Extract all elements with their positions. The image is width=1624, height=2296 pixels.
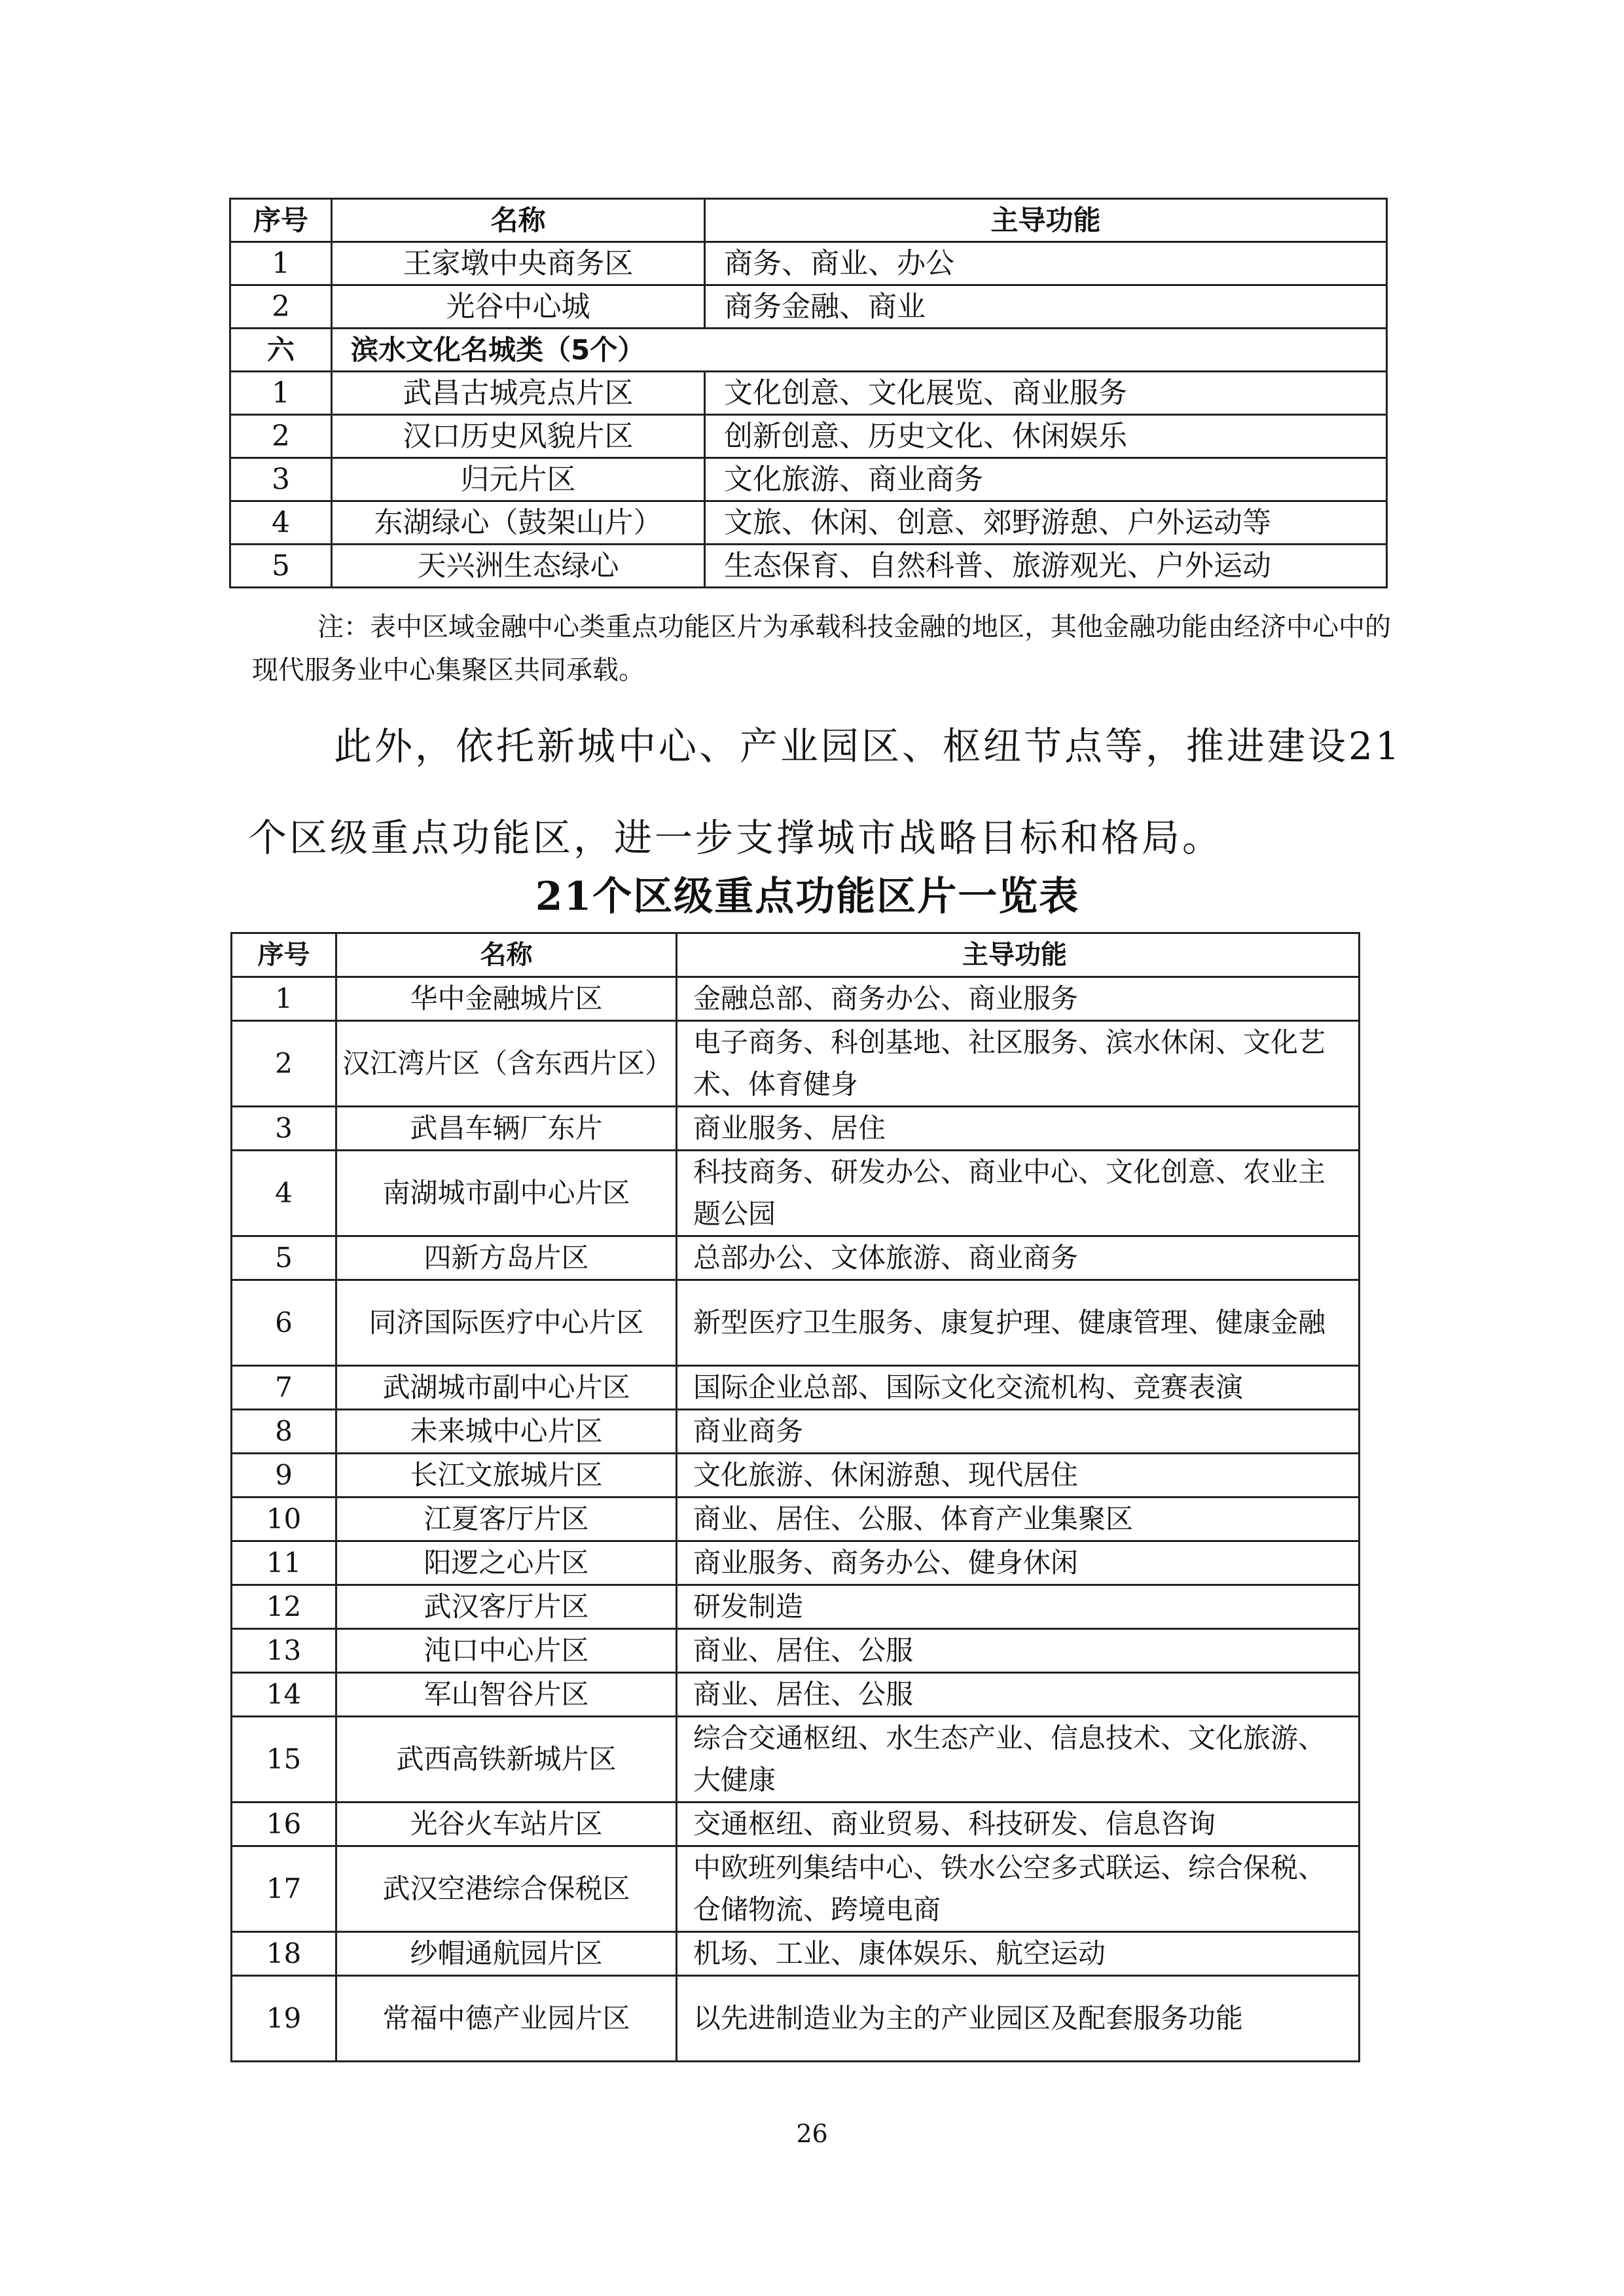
table-row bbox=[232, 1366, 1360, 1410]
row-serial: 19 bbox=[232, 1976, 336, 2062]
row-function: 综合交通枢纽、水生态产业、信息技术、文化旅游、大健康 bbox=[677, 1717, 1360, 1803]
row-serial: 14 bbox=[232, 1673, 336, 1717]
table-row bbox=[230, 242, 1387, 285]
table-row bbox=[230, 458, 1387, 501]
category-row bbox=[230, 329, 1387, 372]
row-function: 文化旅游、休闲游憩、现代居住 bbox=[677, 1454, 1360, 1498]
table-row bbox=[230, 285, 1387, 329]
functional-zone-table-1 bbox=[229, 198, 1388, 588]
table-row bbox=[232, 1932, 1360, 1976]
row-function: 国际企业总部、国际文化交流机构、竞赛表演 bbox=[677, 1366, 1360, 1410]
table2-title: 21个区级重点功能区片一览表 bbox=[535, 874, 1080, 920]
row-function: 电子商务、科创基地、社区服务、滨水休闲、文化艺术、体育健身 bbox=[677, 1021, 1360, 1107]
table-row bbox=[230, 415, 1387, 458]
row-name: 纱帽通航园片区 bbox=[336, 1932, 677, 1976]
functional-zone-table-2 bbox=[230, 932, 1360, 2062]
row-function: 文化旅游、商业商务 bbox=[705, 458, 1387, 501]
row-name: 军山智谷片区 bbox=[336, 1673, 677, 1717]
header-function: 主导功能 bbox=[705, 199, 1387, 242]
row-function: 商业服务、商务办公、健身休闲 bbox=[677, 1541, 1360, 1585]
row-serial: 10 bbox=[232, 1498, 336, 1541]
row-name: 归元片区 bbox=[332, 458, 705, 501]
row-serial: 13 bbox=[232, 1629, 336, 1673]
table-row bbox=[232, 1976, 1360, 2062]
row-function: 商业商务 bbox=[677, 1410, 1360, 1454]
row-name: 长江文旅城片区 bbox=[336, 1454, 677, 1498]
row-name: 天兴洲生态绿心 bbox=[332, 545, 705, 588]
row-name: 武昌古城亮点片区 bbox=[332, 372, 705, 415]
row-serial: 9 bbox=[232, 1454, 336, 1498]
table-row bbox=[232, 1717, 1360, 1803]
row-function: 以先进制造业为主的产业园区及配套服务功能 bbox=[677, 1976, 1360, 2062]
table-row bbox=[232, 1629, 1360, 1673]
row-serial: 8 bbox=[232, 1410, 336, 1454]
row-function: 机场、工业、康体娱乐、航空运动 bbox=[677, 1932, 1360, 1976]
row-serial: 4 bbox=[230, 501, 332, 545]
row-serial: 4 bbox=[232, 1151, 336, 1236]
row-serial: 12 bbox=[232, 1585, 336, 1629]
row-serial: 1 bbox=[232, 977, 336, 1021]
table-row bbox=[232, 1107, 1360, 1151]
body-paragraph: 此外，依托新城中心、产业园区、枢纽节点等，推进建设21个区级重点功能区，进一步支撑城市战略目标和格局。 bbox=[249, 724, 1402, 860]
row-name: 沌口中心片区 bbox=[336, 1629, 677, 1673]
table1-rows-b bbox=[230, 372, 1387, 588]
row-serial: 7 bbox=[232, 1366, 336, 1410]
row-serial: 6 bbox=[232, 1280, 336, 1366]
row-function: 创新创意、历史文化、休闲娱乐 bbox=[705, 415, 1387, 458]
row-name: 阳逻之心片区 bbox=[336, 1541, 677, 1585]
page-number: 26 bbox=[796, 2119, 828, 2148]
table-row bbox=[232, 1410, 1360, 1454]
row-function: 新型医疗卫生服务、康复护理、健康管理、健康金融 bbox=[677, 1280, 1360, 1366]
row-serial: 1 bbox=[230, 372, 332, 415]
row-function: 中欧班列集结中心、铁水公空多式联运、综合保税、仓储物流、跨境电商 bbox=[677, 1846, 1360, 1932]
row-name: 未来城中心片区 bbox=[336, 1410, 677, 1454]
table-row bbox=[230, 501, 1387, 545]
row-function: 科技商务、研发办公、商业中心、文化创意、农业主题公园 bbox=[677, 1151, 1360, 1236]
table-row bbox=[232, 1585, 1360, 1629]
header-serial: 序号 bbox=[232, 933, 336, 977]
row-name: 光谷中心城 bbox=[332, 285, 705, 329]
table2-rows bbox=[232, 977, 1360, 2062]
row-function: 商业、居住、公服 bbox=[677, 1629, 1360, 1673]
category-name: 滨水文化名城类（5个） bbox=[332, 329, 1387, 372]
row-serial: 3 bbox=[230, 458, 332, 501]
row-serial: 5 bbox=[232, 1236, 336, 1280]
row-name: 武湖城市副中心片区 bbox=[336, 1366, 677, 1410]
row-serial: 2 bbox=[232, 1021, 336, 1107]
table-row bbox=[232, 977, 1360, 1021]
table-row bbox=[232, 1803, 1360, 1846]
table-note: 注：表中区域金融中心类重点功能区片为承载科技金融的地区，其他金融功能由经济中心中的现代服务业中心集聚区共同承载。 bbox=[252, 612, 1391, 685]
table-header-row bbox=[232, 933, 1360, 977]
table-header-row bbox=[230, 199, 1387, 242]
row-function: 商务、商业、办公 bbox=[705, 242, 1387, 285]
row-function: 商业服务、居住 bbox=[677, 1107, 1360, 1151]
row-name: 常福中德产业园片区 bbox=[336, 1976, 677, 2062]
table-row bbox=[232, 1846, 1360, 1932]
table-row bbox=[232, 1236, 1360, 1280]
table-row bbox=[232, 1541, 1360, 1585]
header-name: 名称 bbox=[332, 199, 705, 242]
row-function: 总部办公、文体旅游、商业商务 bbox=[677, 1236, 1360, 1280]
header-serial: 序号 bbox=[230, 199, 332, 242]
row-function: 商务金融、商业 bbox=[705, 285, 1387, 329]
row-serial: 2 bbox=[230, 415, 332, 458]
row-serial: 1 bbox=[230, 242, 332, 285]
row-name: 王家墩中央商务区 bbox=[332, 242, 705, 285]
row-name: 江夏客厅片区 bbox=[336, 1498, 677, 1541]
table-row bbox=[230, 372, 1387, 415]
header-name: 名称 bbox=[336, 933, 677, 977]
row-function: 交通枢纽、商业贸易、科技研发、信息咨询 bbox=[677, 1803, 1360, 1846]
row-function: 商业、居住、公服 bbox=[677, 1673, 1360, 1717]
row-name: 四新方岛片区 bbox=[336, 1236, 677, 1280]
row-function: 生态保育、自然科普、旅游观光、户外运动 bbox=[705, 545, 1387, 588]
row-name: 武西高铁新城片区 bbox=[336, 1717, 677, 1803]
row-serial: 16 bbox=[232, 1803, 336, 1846]
row-serial: 5 bbox=[230, 545, 332, 588]
row-name: 武昌车辆厂东片 bbox=[336, 1107, 677, 1151]
row-function: 商业、居住、公服、体育产业集聚区 bbox=[677, 1498, 1360, 1541]
row-serial: 11 bbox=[232, 1541, 336, 1585]
row-name: 武汉空港综合保税区 bbox=[336, 1846, 677, 1932]
row-serial: 17 bbox=[232, 1846, 336, 1932]
row-name: 东湖绿心（鼓架山片） bbox=[332, 501, 705, 545]
row-function: 研发制造 bbox=[677, 1585, 1360, 1629]
category-serial: 六 bbox=[230, 329, 332, 372]
row-name: 汉江湾片区（含东西片区） bbox=[336, 1021, 677, 1107]
table-row bbox=[232, 1673, 1360, 1717]
row-name: 汉口历史风貌片区 bbox=[332, 415, 705, 458]
row-function: 文旅、休闲、创意、郊野游憩、户外运动等 bbox=[705, 501, 1387, 545]
table1-category bbox=[230, 329, 1387, 372]
row-serial: 2 bbox=[230, 285, 332, 329]
table-row bbox=[230, 545, 1387, 588]
row-function: 金融总部、商务办公、商业服务 bbox=[677, 977, 1360, 1021]
header-function: 主导功能 bbox=[677, 933, 1360, 977]
table-row bbox=[232, 1151, 1360, 1236]
row-name: 同济国际医疗中心片区 bbox=[336, 1280, 677, 1366]
row-serial: 15 bbox=[232, 1717, 336, 1803]
table1-rows-a bbox=[230, 242, 1387, 329]
table-row bbox=[232, 1021, 1360, 1107]
row-serial: 18 bbox=[232, 1932, 336, 1976]
row-name: 光谷火车站片区 bbox=[336, 1803, 677, 1846]
row-name: 武汉客厅片区 bbox=[336, 1585, 677, 1629]
table-row bbox=[232, 1498, 1360, 1541]
row-function: 文化创意、文化展览、商业服务 bbox=[705, 372, 1387, 415]
table-row bbox=[232, 1454, 1360, 1498]
row-name: 南湖城市副中心片区 bbox=[336, 1151, 677, 1236]
table-row bbox=[232, 1280, 1360, 1366]
row-name: 华中金融城片区 bbox=[336, 977, 677, 1021]
row-serial: 3 bbox=[232, 1107, 336, 1151]
